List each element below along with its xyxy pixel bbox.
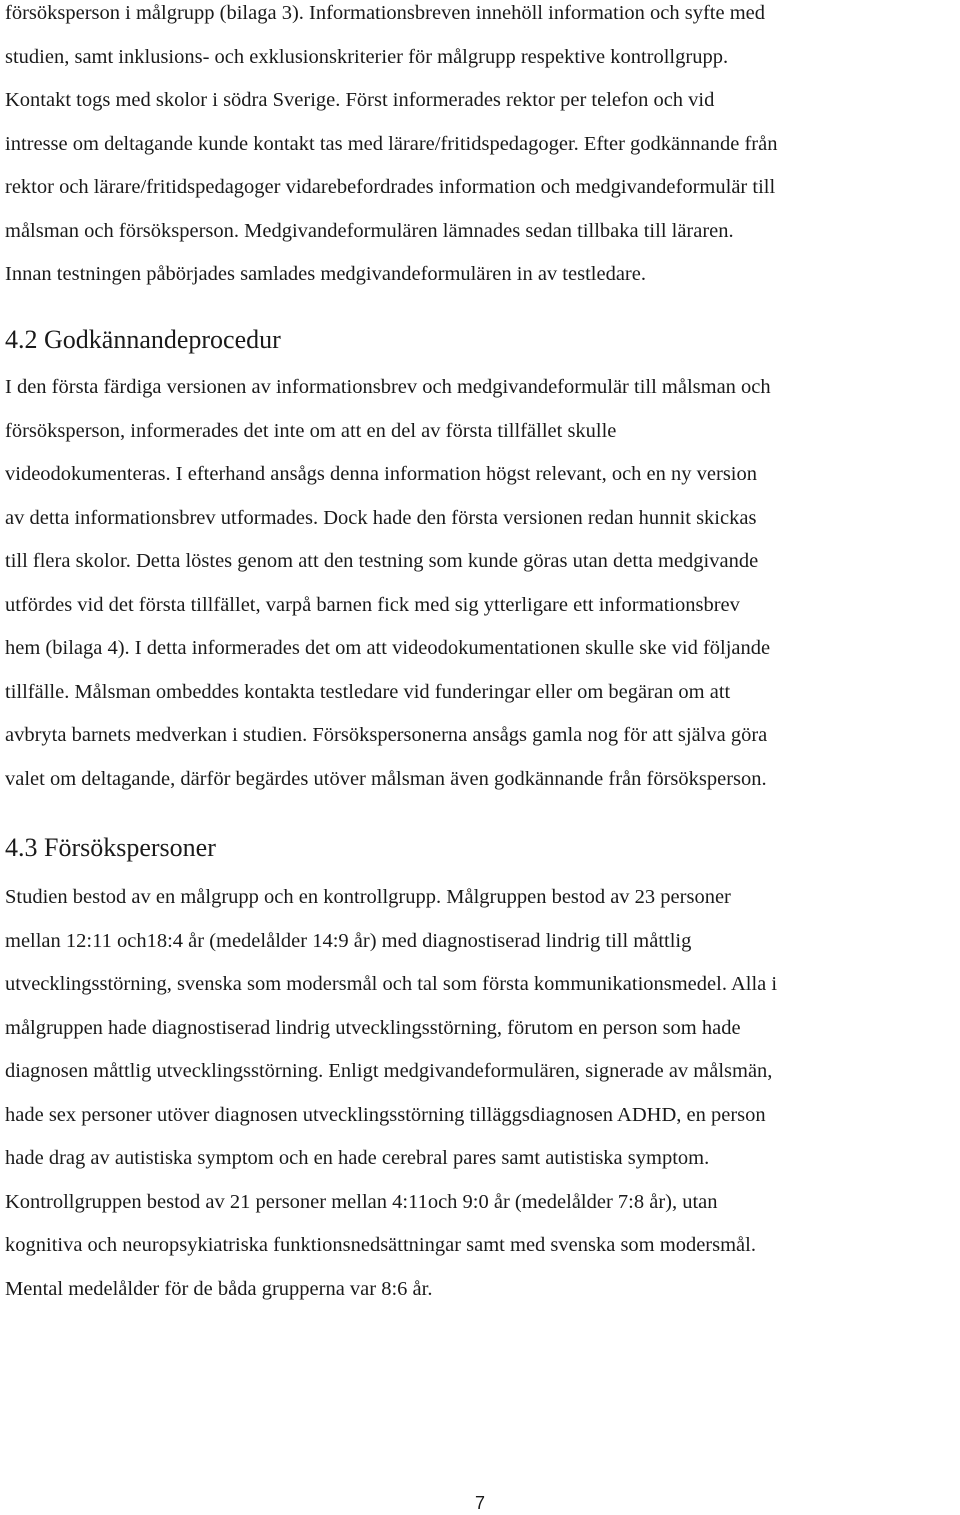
text-line: avbryta barnets medverkan i studien. Försökspersonerna ansågs gamla nog för att själva göra xyxy=(5,724,768,746)
text-line: rektor och lärare/fritidspedagoger vidarebefordrades information och medgivandeformulär till xyxy=(5,176,776,198)
text-line: tillfälle. Målsman ombeddes kontakta testledare vid funderingar eller om begäran om att xyxy=(5,680,731,703)
text-line: hade sex personer utöver diagnosen utvecklingsstörning tilläggsdiagnosen ADHD, en person xyxy=(5,1103,766,1126)
section-4-2-paragraph xyxy=(5,366,957,801)
text-line: kognitiva och neuropsykiatriska funktionsnedsättningar samt med svenska som modersmål. xyxy=(5,1234,756,1256)
text-line: försöksperson i målgrupp (bilaga 3). Informationsbreven innehöll information och syfte med xyxy=(5,2,766,24)
text-line: utfördes vid det första tillfället, varpå barnen fick med sig ytterligare ett informationsbrev xyxy=(5,593,740,616)
text-line: Innan testningen påbörjades samlades medgivandeformulären in av testledare. xyxy=(5,263,646,285)
text-line: intresse om deltagande kunde kontakt tas med lärare/fritidspedagoger. Efter godkännande från xyxy=(5,132,778,155)
section-4-3-paragraph xyxy=(5,876,957,1311)
text-line: Kontrollgruppen bestod av 21 personer mellan 4:11och 9:0 år (medelålder 7:8 år), utan xyxy=(5,1190,718,1213)
text-line: valet om deltagande, därför begärdes utöver målsman även godkännande från försöksperson. xyxy=(5,767,767,790)
text-line: diagnosen måttlig utvecklingsstörning. Enligt medgivandeformulären, signerade av målsmän, xyxy=(5,1060,773,1082)
text-line: hade drag av autistiska symptom och en hade cerebral pares samt autistiska symptom. xyxy=(5,1147,710,1169)
section-heading-4-3: 4.3 Försökspersoner xyxy=(5,833,216,862)
text-line: videodokumenteras. I efterhand ansågs denna information högst relevant, och en ny version xyxy=(5,463,758,485)
text-line: målsman och försöksperson. Medgivandeformulären lämnades sedan tillbaka till läraren. xyxy=(5,219,734,242)
text-line: av detta informationsbrev utformades. Dock hade den första versionen redan hunnit skickas xyxy=(5,506,757,529)
text-line: Mental medelålder för de båda grupperna var 8:6 år. xyxy=(5,1277,433,1300)
section-heading-4-2: 4.2 Godkännandeprocedur xyxy=(5,325,281,354)
text-line: mellan 12:11 och18:4 år (medelålder 14:9 år) med diagnostiserad lindrig till måttlig xyxy=(5,929,692,952)
text-line: Kontakt togs med skolor i södra Sverige. Först informerades rektor per telefon och vid xyxy=(5,89,715,111)
text-line: till flera skolor. Detta löstes genom att den testning som kunde göras utan detta medgivande xyxy=(5,550,759,572)
text-line: målgruppen hade diagnostiserad lindrig utvecklingsstörning, förutom en person som hade xyxy=(5,1016,741,1039)
page-number: 7 xyxy=(474,1493,485,1513)
intro-paragraph xyxy=(5,0,957,297)
text-line: Studien bestod av en målgrupp och en kontrollgrupp. Målgruppen bestod av 23 personer xyxy=(5,886,731,908)
text-line: utvecklingsstörning, svenska som modersmål och tal som första kommunikationsmedel. Alla i xyxy=(5,973,778,995)
text-line: hem (bilaga 4). I detta informerades det om att videodokumentationen skulle ske vid följande xyxy=(5,637,771,659)
text-line: försöksperson, informerades det inte om att en del av första tillfället skulle xyxy=(5,419,617,442)
text-line: I den första färdiga versionen av informationsbrev och medgivandeformulär till målsman och xyxy=(5,376,771,398)
text-line: studien, samt inklusions- och exklusionskriterier för målgrupp respektive kontrollgrupp. xyxy=(5,45,729,68)
